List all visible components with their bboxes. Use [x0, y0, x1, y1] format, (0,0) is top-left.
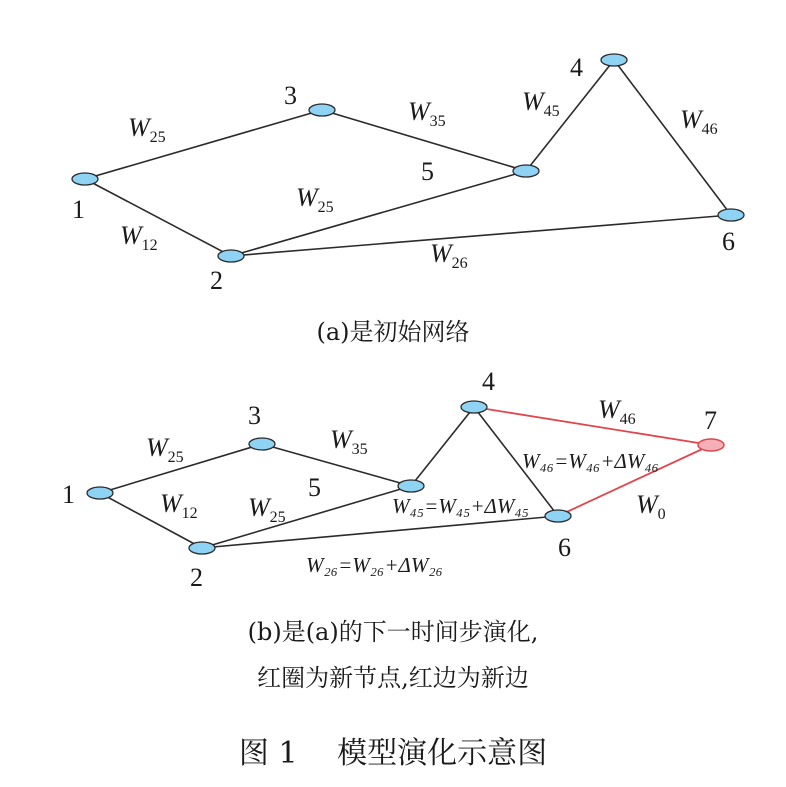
node-label-b-3: 3	[248, 401, 261, 430]
edge-label-a-6: $W_{26}$	[430, 239, 468, 272]
edge-label-a-2: $W_{45}$	[522, 87, 560, 120]
node-label-a-2: 2	[210, 266, 223, 295]
node-a-1	[72, 173, 98, 185]
updated-weight-label-b-0: W₄₆=W₄₆+ΔW₄₆	[522, 449, 659, 473]
node-b-2	[189, 542, 215, 554]
node-label-a-3: 3	[284, 81, 297, 110]
node-a-4	[601, 54, 627, 66]
edge-a-1-2	[85, 179, 231, 256]
edge-label-a-0: $W_{25}$	[128, 113, 166, 146]
node-label-b-6: 6	[558, 533, 571, 562]
edge-label-b-3: $W_{12}$	[160, 489, 198, 522]
caption-b-line1: (b)是(a)的下一时间步演化,	[247, 618, 539, 646]
new-node-b-7	[698, 439, 724, 451]
edge-b-5-4	[411, 407, 474, 486]
edge-a-2-6	[231, 215, 731, 256]
updated-weight-label-b-2: W₂₆=W₂₆+ΔW₂₆	[306, 553, 443, 577]
node-label-b-2: 2	[190, 563, 203, 592]
node-label-b-5: 5	[308, 473, 321, 502]
node-label-a-1: 1	[72, 195, 85, 224]
node-a-6	[718, 209, 744, 221]
edge-label-b-1: $W_{35}$	[330, 425, 368, 458]
node-label-a-4: 4	[570, 53, 583, 82]
node-b-4	[461, 401, 487, 413]
node-b-1	[87, 487, 113, 499]
node-label-a-6: 6	[722, 227, 735, 256]
node-label-b-7: 7	[704, 406, 717, 435]
edge-label-a-4: $W_{25}$	[296, 183, 334, 216]
node-label-a-5: 5	[421, 157, 434, 186]
updated-weight-label-b-1: W₄₅=W₄₅+ΔW₄₅	[392, 494, 529, 518]
node-label-b-4: 4	[482, 367, 495, 396]
node-b-5	[398, 480, 424, 492]
node-a-3	[309, 104, 335, 116]
edge-label-a-3: $W_{46}$	[680, 105, 718, 138]
edge-label-a-5: $W_{12}$	[120, 221, 158, 254]
edge-label-b-2: $W_{46}$	[598, 395, 636, 428]
edge-label-a-1: $W_{35}$	[408, 97, 446, 130]
node-b-3	[249, 438, 275, 450]
edge-label-b-5: $W_0$	[636, 490, 666, 523]
edge-a-1-3	[85, 110, 322, 179]
edge-label-b-4: $W_{25}$	[248, 493, 286, 526]
node-label-b-1: 1	[62, 480, 75, 509]
node-a-5	[513, 165, 539, 177]
node-a-2	[218, 250, 244, 262]
caption-a: (a)是初始网络	[316, 318, 470, 346]
figure-title: 图 1 模型演化示意图	[238, 736, 548, 771]
node-b-6	[545, 510, 571, 522]
edge-label-b-0: $W_{25}$	[146, 433, 184, 466]
new-edge-b-4-7	[474, 407, 711, 445]
caption-b-line2: 红圈为新节点,红边为新边	[257, 664, 529, 692]
